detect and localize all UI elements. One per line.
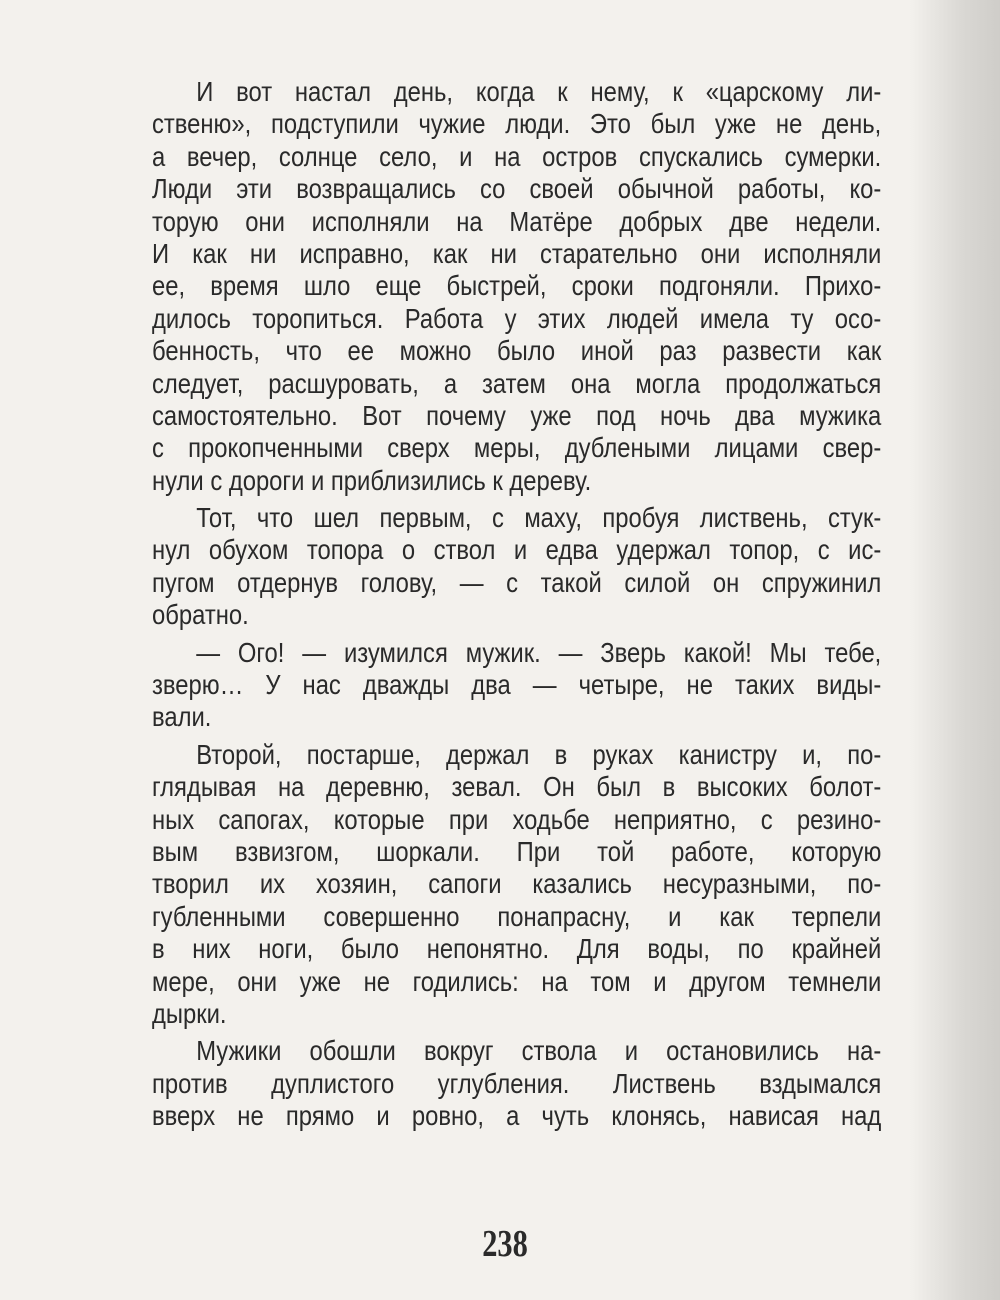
text-line-content: И вот настал день, когда к нему, к «царскому ли- xyxy=(196,76,882,107)
text-line xyxy=(152,739,882,771)
text-line xyxy=(152,141,882,173)
text-line xyxy=(152,637,882,669)
text-line xyxy=(152,502,882,534)
text-line-content: а вечер, солнце село, и на остров спускались сумерки. xyxy=(152,140,882,172)
text-line-content: нули с дороги и приблизились к дереву. xyxy=(152,464,592,496)
text-line-content: ее, время шло еще быстрей, сроки подгоняли. Прихо- xyxy=(152,270,882,302)
text-line xyxy=(152,966,882,998)
text-line xyxy=(152,836,882,868)
text-line xyxy=(152,804,882,836)
page-edge-shadow xyxy=(910,0,1000,1300)
page-number: 238 xyxy=(482,1223,528,1265)
text-line xyxy=(152,669,882,701)
text-line-content: Второй, постарше, держал в руках канистру и, по- xyxy=(196,738,882,770)
paragraph xyxy=(152,502,882,632)
text-line-content: Люди эти возвращались со своей обычной работы, ко- xyxy=(152,173,882,205)
text-line-content: дилось торопиться. Работа у этих людей имела ту осо- xyxy=(152,302,882,334)
text-line-content: Мужики обошли вокруг ствола и остановились на- xyxy=(196,1035,882,1067)
text-line-content: творил их хозяин, сапоги казались несуразными, по- xyxy=(152,868,882,900)
text-line-content: в них ноги, было непонятно. Для воды, по крайней xyxy=(152,933,882,965)
text-line xyxy=(152,238,882,270)
text-line xyxy=(152,108,882,140)
text-line xyxy=(152,368,882,400)
text-line xyxy=(152,534,882,566)
text-line xyxy=(152,303,882,335)
text-line-content: следует, расшуровать, а затем она могла продолжаться xyxy=(152,367,882,399)
text-line-content: пугом отдернув голову, — с такой силой он спружинил xyxy=(152,566,882,598)
text-line xyxy=(152,270,882,302)
text-line xyxy=(152,400,882,432)
paragraph xyxy=(152,637,882,734)
text-line xyxy=(152,933,882,965)
text-line xyxy=(152,599,882,631)
text-line-content: обратно. xyxy=(152,599,249,631)
page-body-text xyxy=(152,76,882,1138)
text-line-content: губленными совершенно понапрасну, и как терпели xyxy=(152,900,882,932)
text-line xyxy=(152,76,882,108)
text-line xyxy=(152,173,882,205)
text-line-content: против дуплистого углубления. Листвень вздымался xyxy=(152,1067,882,1099)
text-line-content: ных сапогах, которые при ходьбе неприятно, с резино- xyxy=(152,803,882,835)
paragraph xyxy=(152,1035,882,1132)
text-line-content: нул обухом топора о ствол и едва удержал топор, с ис- xyxy=(152,534,882,566)
text-line xyxy=(152,567,882,599)
paragraph xyxy=(152,76,882,497)
text-line-content: вым взвизгом, шоркали. При той работе, которую xyxy=(152,835,882,867)
text-line xyxy=(152,432,882,464)
text-line-content: торую они исполняли на Матёре добрых две недели. xyxy=(152,205,882,237)
text-line-content: дырки. xyxy=(152,997,227,1029)
text-line xyxy=(152,465,882,497)
text-line-content: зверю… У нас дважды два — четыре, не таких виды- xyxy=(152,669,882,701)
text-line xyxy=(152,206,882,238)
text-line xyxy=(152,701,882,733)
text-line xyxy=(152,335,882,367)
text-line-content: вали. xyxy=(152,701,212,733)
text-line xyxy=(152,1068,882,1100)
text-line-content: глядывая на деревню, зевал. Он был в высоких болот- xyxy=(152,771,882,803)
text-line xyxy=(152,868,882,900)
text-line-content: самостоятельно. Вот почему уже под ночь два мужика xyxy=(152,399,882,431)
text-line-content: И как ни исправно, как ни старательно они исполняли xyxy=(152,237,882,269)
text-line-content: бенность, что ее можно было иной раз развести как xyxy=(152,335,882,367)
text-line-content: Тот, что шел первым, с маху, пробуя листвень, стук- xyxy=(196,502,882,534)
text-line-content: с прокопченными сверх меры, дублеными лицами свер- xyxy=(152,432,882,464)
paragraph xyxy=(152,739,882,1031)
text-line xyxy=(152,901,882,933)
text-line xyxy=(152,771,882,803)
text-line xyxy=(152,1035,882,1067)
text-line-content: вверх не прямо и ровно, а чуть клонясь, нависая над xyxy=(152,1100,882,1132)
text-line-content: — Ого! — изумился мужик. — Зверь какой! Мы тебе, xyxy=(196,636,882,668)
text-line xyxy=(152,998,882,1030)
text-line xyxy=(152,1100,882,1132)
text-line-content: ственю», подступили чужие люди. Это был уже не день, xyxy=(152,108,882,140)
text-line-content: мере, они уже не годились: на том и другом темнели xyxy=(152,965,882,997)
